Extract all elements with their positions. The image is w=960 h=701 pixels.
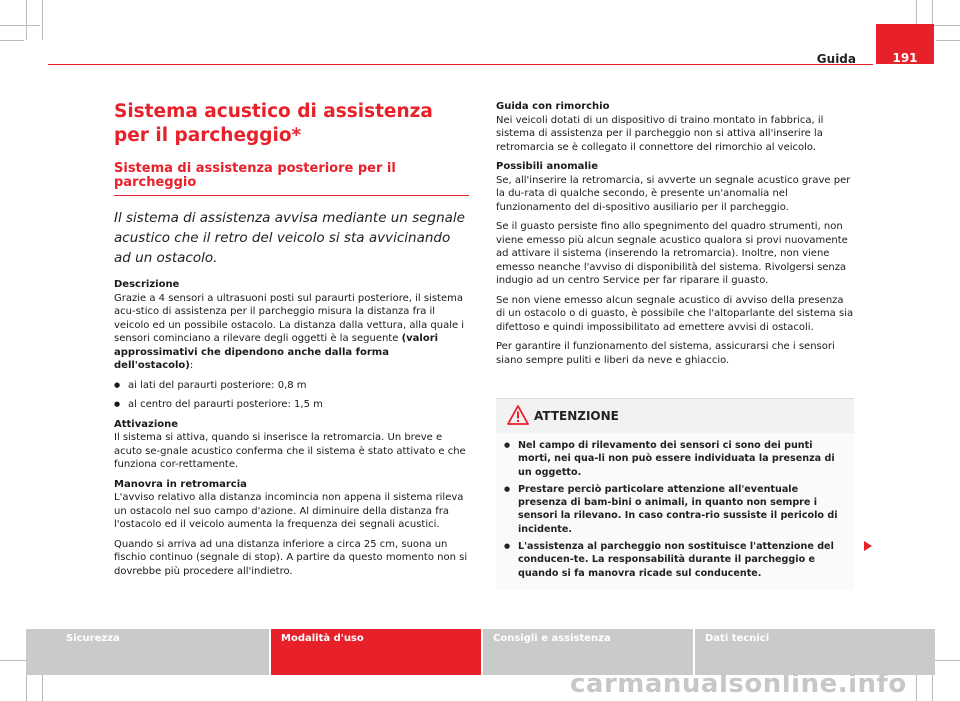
list-item: ● al centro del paraurti posteriore: 1,5 m xyxy=(114,398,469,412)
warning-box xyxy=(496,398,854,579)
tab-label: Modalità d'uso xyxy=(281,633,364,644)
crop-mark xyxy=(0,40,24,41)
crop-mark xyxy=(936,40,960,41)
list-item: ● Nel campo di rilevamento dei sensori ci sono dei punti morti, nei qua-li non può essere individuata la presenza di un oggetto. xyxy=(504,439,846,479)
descrizione-text: Grazie a 4 sensori a ultrasuoni posti sul paraurti posteriore, il sistema acu-stico di assistenza per il parcheggio misura la distanza fra il veicolo ed un possibile ostacolo. La distanza dalla vettura, alla quale i sensori cominciano a rilevare degli oggetti è la seguente xyxy=(114,292,465,344)
list-item: ● L'assistenza al parcheggio non sostituisce l'attenzione del conducen-te. La responsabilità durante il parcheggio e quando si fa manovra ricade sul conducente. xyxy=(504,540,846,580)
tab-label: Sicurezza xyxy=(66,633,120,644)
rimorchio-heading: Guida con rimorchio xyxy=(496,101,610,112)
attivazione-heading: Attivazione xyxy=(114,418,179,430)
warning-triangle-icon xyxy=(507,405,529,428)
anomalie-text-2: Se il guasto persiste fino allo spegnimento del quadro strumenti, non viene emesso più alcun segnale acustico qualora si provi nuovamente ad attivare il sistema (inserendo la retromarcia). Inoltre, non viene emesso neanche l'avviso di disponibilità del sistema. Rivolgersi senza indugio ad un centro Service per far riparare il guasto. xyxy=(496,221,848,286)
attivazione-text: Il sistema si attiva, quando si inserisce la retromarcia. Un breve e acuto se-gnale acustico conferma che il sistema è stato attivato e che funziona cor-rettamente. xyxy=(114,432,466,470)
warning-header xyxy=(496,399,854,433)
tab-modalita-uso[interactable] xyxy=(271,629,481,675)
intro-text: Il sistema di assistenza avvisa mediante un segnale acustico che il retro del veicolo si sta avvicinando ad un ostacolo. xyxy=(114,210,465,266)
tab-sicurezza[interactable] xyxy=(26,629,269,675)
header-rule xyxy=(48,64,873,65)
anomalie-text-1: Se, all'inserire la retromarcia, si avverte un segnale acustico grave per la du-rata di qualche secondo, è presente un'anomalia nel funzionamento del di-spositivo ausiliario per il parcheggio. xyxy=(496,174,851,213)
section-subtitle: Sistema di assistenza posteriore per il parcheggio xyxy=(114,162,469,196)
warning-body xyxy=(496,433,854,590)
page-title: Sistema acustico di assistenza per il parcheggio* xyxy=(114,101,433,146)
anomalie-heading: Possibili anomalie xyxy=(496,161,598,172)
tab-label: Consigli e assistenza xyxy=(493,633,611,644)
rimorchio-text: Nei veicoli dotati di un dispositivo di traino montato in fabbrica, il sistema di assistenza per il parcheggio non si attiva all'inserire la retromarcia se è collegato il connettore del rimorchio al veicolo. xyxy=(496,114,824,153)
right-column xyxy=(496,100,854,373)
crop-mark xyxy=(42,0,43,40)
crop-mark xyxy=(26,0,27,40)
descrizione-end: : xyxy=(189,360,194,371)
continue-arrow-icon xyxy=(864,536,872,555)
watermark: carmanualsonline.info xyxy=(570,669,907,699)
page-number: 191 xyxy=(892,51,918,65)
warning-title: ATTENZIONE xyxy=(534,409,619,423)
manovra-text-2: Quando si arriva ad una distanza inferiore a circa 25 cm, suona un fischio continuo (segnale di stop). A partire da questo momento non si dovrebbe più procedere all'indietro. xyxy=(114,538,468,577)
list-item: ● Prestare perciò particolare attenzione all'eventuale presenza di bam-bini o animali, in quanto non sempre i sensori la rilevano. In caso contra-rio sussiste il pericolo di incidente. xyxy=(504,483,846,536)
distance-list xyxy=(114,379,469,412)
warning-list xyxy=(504,439,846,580)
anomalie-text-4: Per garantire il funzionamento del sistema, assicurarsi che i sensori siano sempre puliti e liberi da neve e ghiaccio. xyxy=(496,341,835,366)
manovra-heading: Manovra in retromarcia xyxy=(114,478,247,490)
crop-mark xyxy=(0,25,40,26)
anomalie-text-3: Se non viene emesso alcun segnale acustico di avviso della presenza di un ostacolo o di guasto, è possibile che l'altoparlante del sistema sia difettoso e quindi impossibilitato ad emettere avvisi di ostacoli. xyxy=(496,294,854,333)
descrizione-bold: (valori approssimativi che dipendono anche dalla forma dell'ostacolo) xyxy=(114,333,439,371)
section-title: Guida xyxy=(816,52,856,66)
manovra-text-1: L'avviso relativo alla distanza incomincia non appena il sistema rileva un ostacolo nel suo campo d'azione. Al diminuire della distanza fra l'ostacolo ed il veicolo aumenta la frequenza dei segnali acustici. xyxy=(114,492,464,530)
descrizione-paragraph xyxy=(114,292,469,373)
list-item: ● ai lati del paraurti posteriore: 0,8 m xyxy=(114,379,469,393)
tab-label: Dati tecnici xyxy=(705,633,770,644)
page-number-badge xyxy=(876,24,934,64)
left-column xyxy=(114,100,469,584)
descrizione-heading: Descrizione xyxy=(114,279,180,290)
